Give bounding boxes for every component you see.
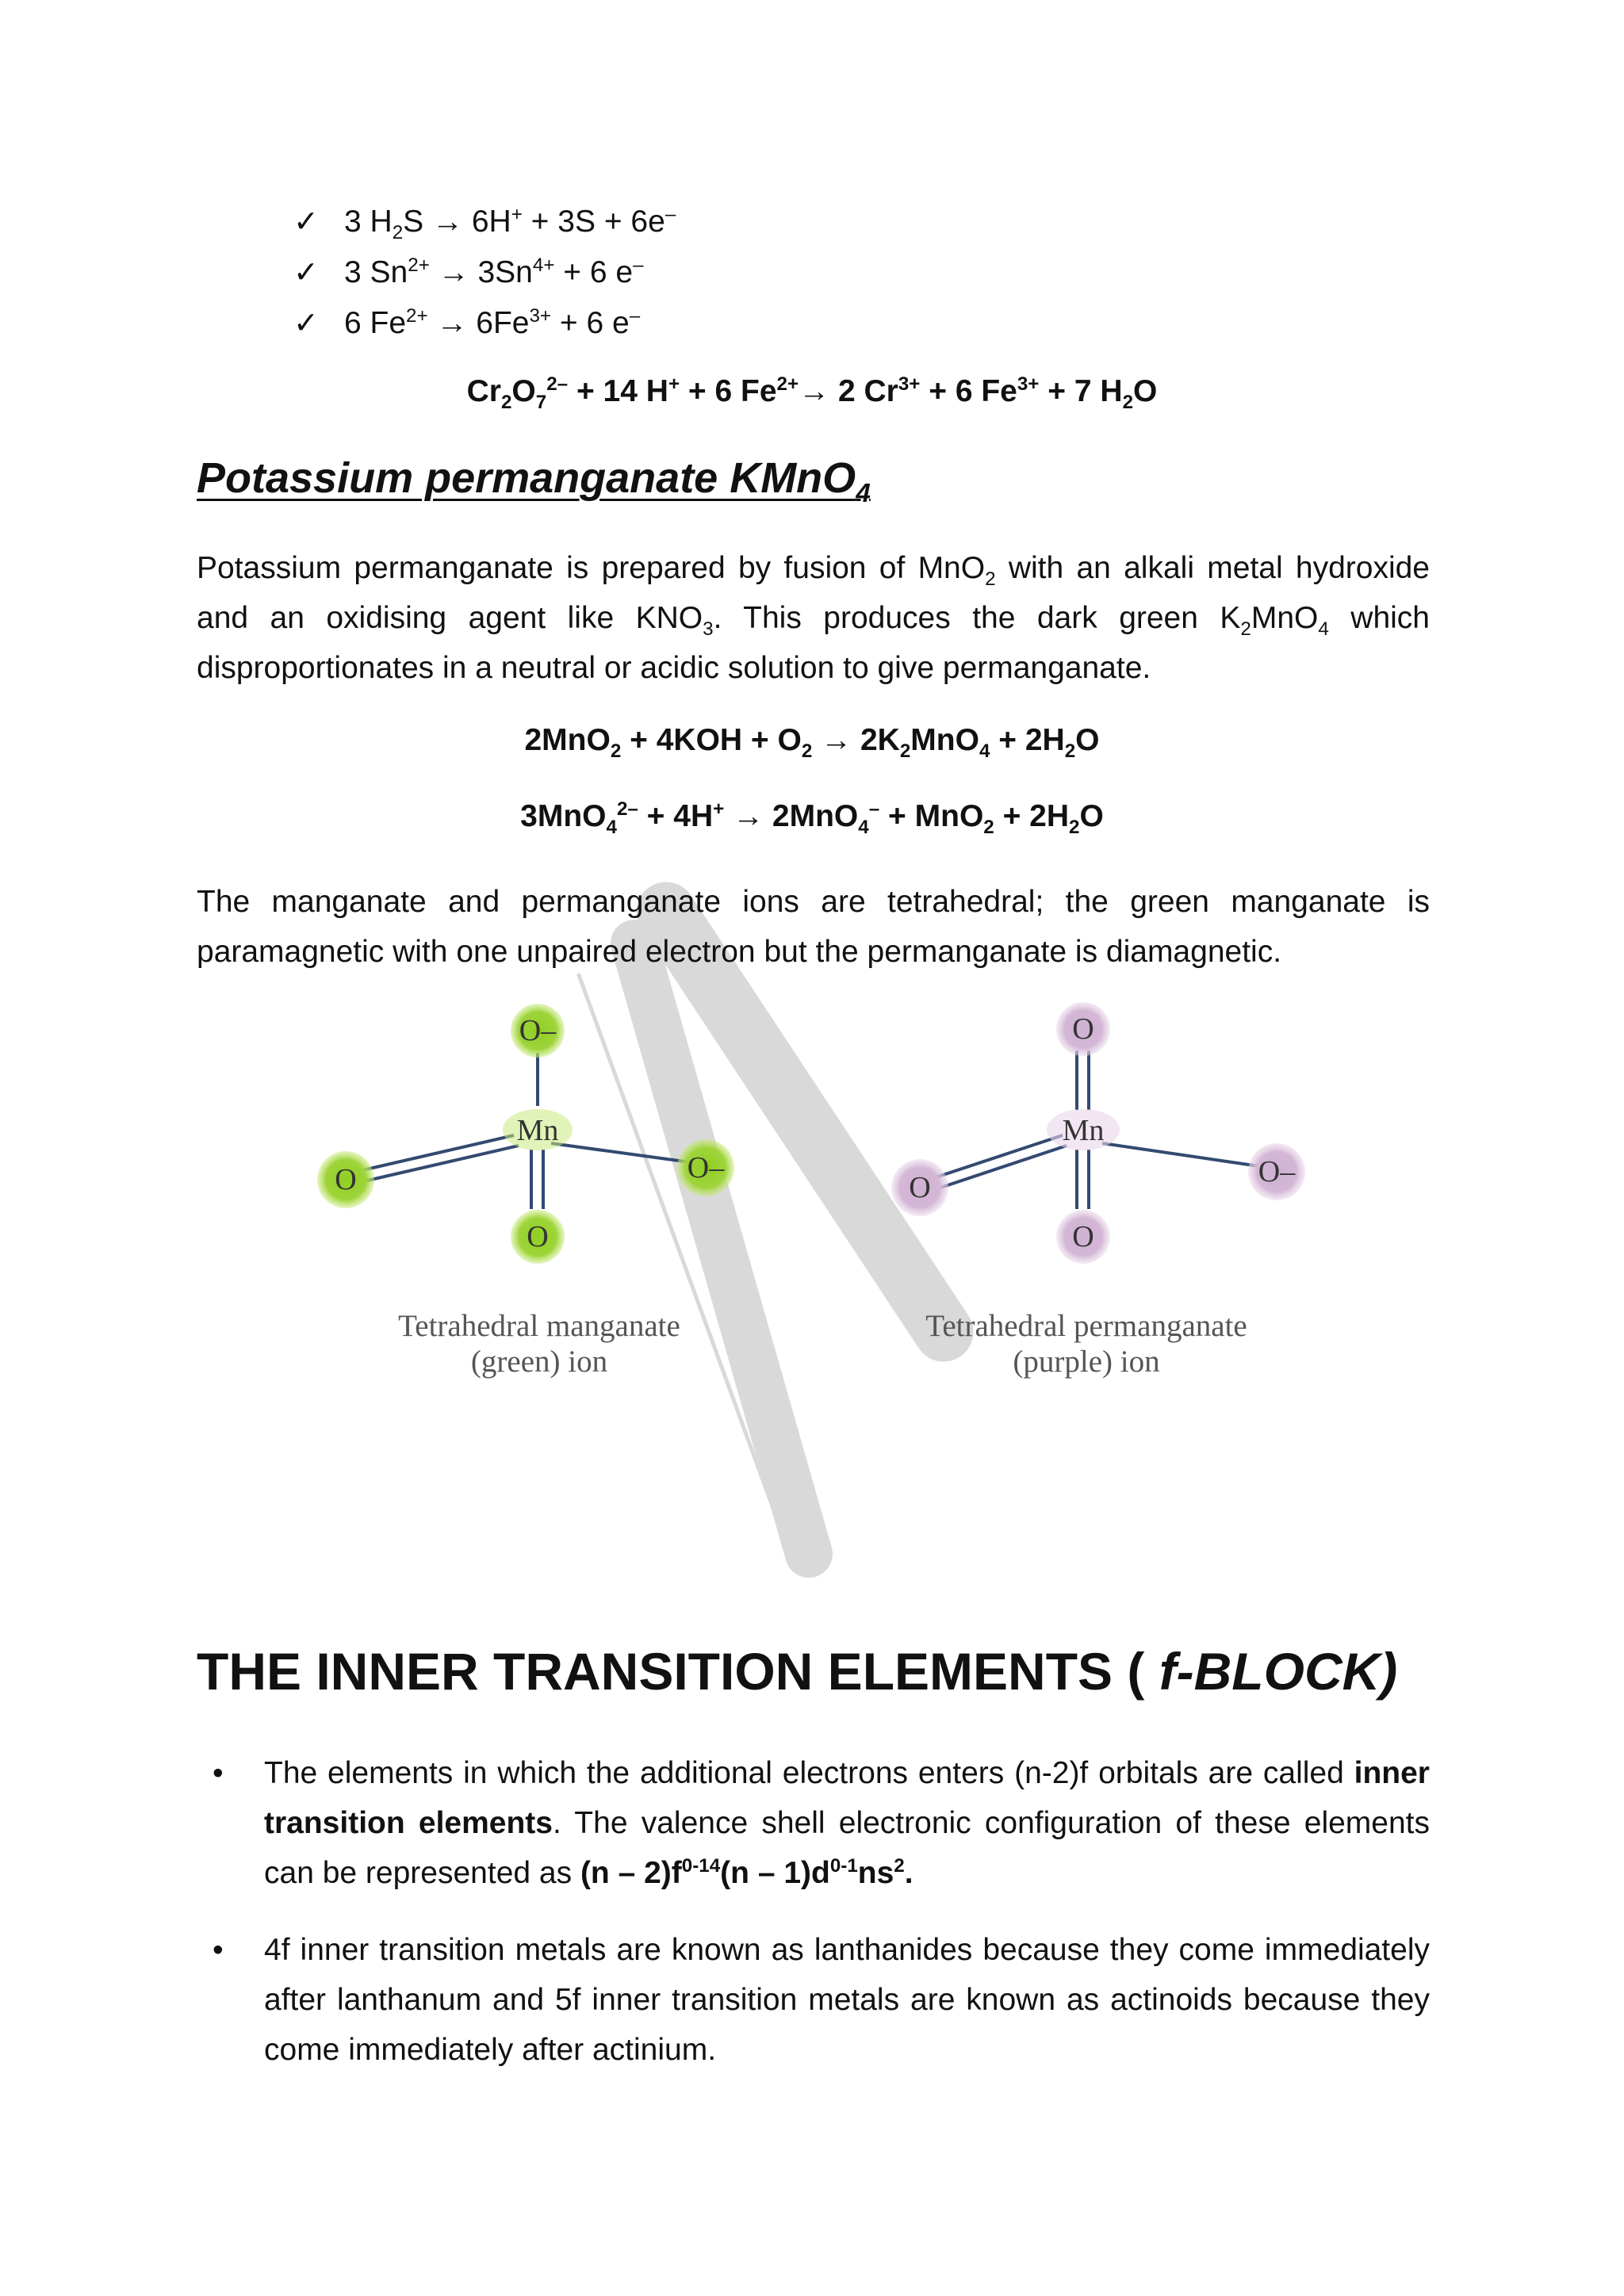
- tetrahedral-ions-figure: [293, 999, 1348, 1411]
- oxygen-label: O: [1072, 1012, 1094, 1046]
- manganate-ion-structure: [317, 1004, 734, 1264]
- check-icon: ✓: [293, 307, 319, 340]
- half-reaction-list: [293, 197, 676, 349]
- section-heading-fblock: THE INNER TRANSITION ELEMENTS ( f-BLOCK): [197, 1642, 1398, 1701]
- manganese-label: Mn: [516, 1114, 559, 1147]
- oxygen-label: O–: [1258, 1155, 1296, 1188]
- bullet-icon: •: [213, 1933, 224, 1967]
- oxygen-label: O–: [687, 1151, 725, 1184]
- disproportionation-equation: $3MnO_4^{2-} + 4H^+ \to 2MnO_4^- + MnO_2 + 2H_2O$: [520, 798, 1104, 838]
- check-icon: ✓: [293, 256, 319, 289]
- ion-structures-diagram: [293, 999, 1348, 1340]
- manganese-label: Mn: [1062, 1114, 1105, 1147]
- oxygen-label: O: [335, 1163, 357, 1196]
- manganate-caption: Tetrahedral manganate (green) ion: [398, 1309, 680, 1379]
- oxygen-label: O: [1072, 1220, 1094, 1253]
- ion-geometry-paragraph: The manganate and permanganate ions are tetrahedral; the green manganate is paramagnetic with one unpaired electron but the permanganate is diamagnetic.: [197, 885, 1430, 969]
- permanganate-caption: Tetrahedral permanganate (purple) ion: [925, 1309, 1247, 1379]
- oxygen-label: O–: [519, 1014, 557, 1047]
- overall-redox-equation: $Cr_2O_7^{2-} + 14$ H+ + 6 $Fe^{2+}\to 2$ $Cr^{3+} + 6$ $Fe^{3+} + 7$ $H_2O$: [466, 373, 1158, 413]
- half-reaction: ✓ 6 $Fe^{2+} \to 6Fe^{3+} + 6$ e–: [293, 298, 676, 349]
- bullet-icon: •: [213, 1756, 224, 1790]
- list-item: • The elements in which the additional electrons enters (n-2)f orbitals are called inner transition elements. The valence shell electronic configuration of these elements can be represented as $(n - 2)f^{0-14}(n - 1)d^{0-1}ns^2$.: [197, 1748, 1430, 1898]
- check-icon: ✓: [293, 205, 319, 239]
- section-heading-kmno4: Potassium permanganate KMnO$_4$: [197, 454, 871, 508]
- permanganate-ion-structure: [891, 1002, 1305, 1264]
- half-reaction: ✓ 3 $H_2S \to 6H^+ + 3S + 6e^-$: [293, 197, 676, 247]
- kmno4-preparation-paragraph: Potassium permanganate is prepared by fusion of MnO$_2$ with an alkali metal hydroxide and an oxidising agent like $KNO_3$. This produces the dark green $K_2MnO_4$ which disproportionates in a neutral or acidic solution to give permanganate.: [197, 551, 1430, 685]
- oxygen-label: O: [909, 1171, 931, 1204]
- oxygen-label: O: [527, 1220, 549, 1253]
- fblock-bullet-list: [197, 1748, 1430, 2102]
- half-reaction: ✓ 3 $Sn^{2+} \to 3Sn^{4+} + 6$ e–: [293, 247, 676, 298]
- list-item: • 4f inner transition metals are known as lanthanides because they come immediately after lanthanum and 5f inner transition metals are known as actinoids because they come immediately after actinium.: [197, 1925, 1430, 2075]
- manganate-formation-equation: $2MnO_2 + 4KOH + O_2 \to 2K_2MnO_4 + 2H_2O$: [524, 723, 1100, 762]
